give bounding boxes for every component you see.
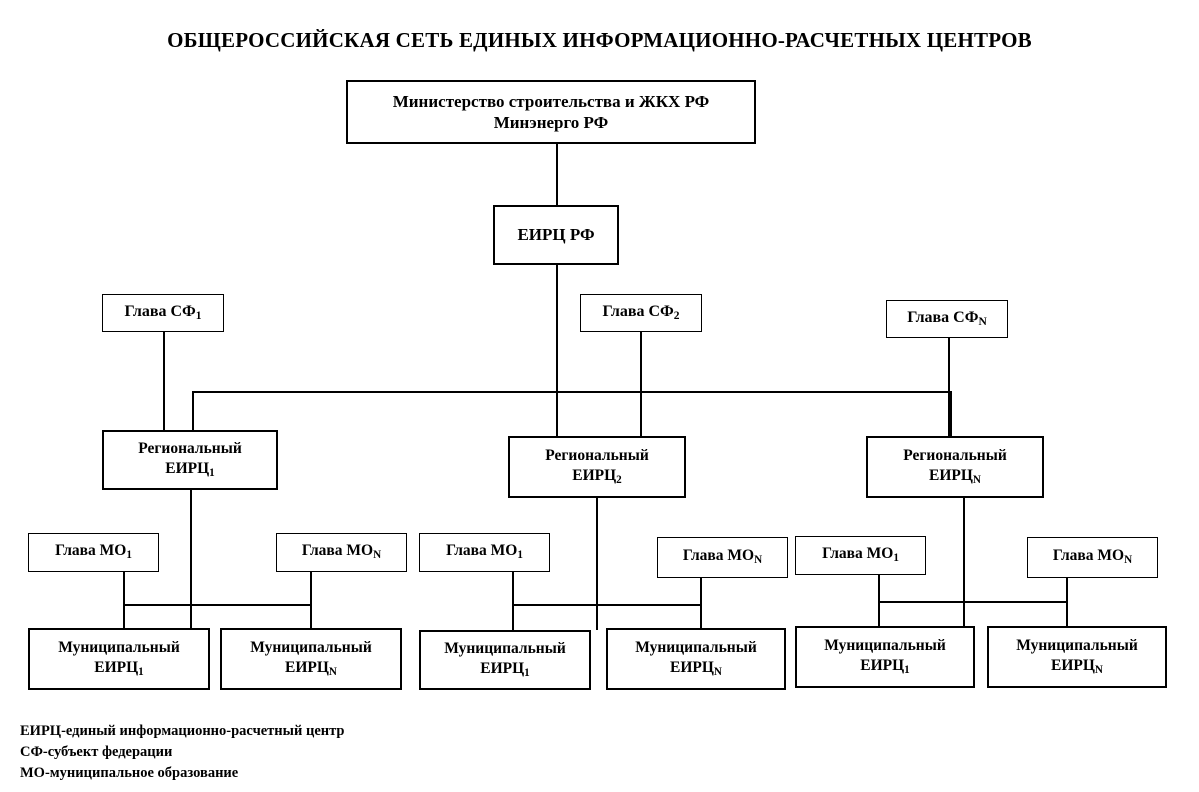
legend-line-eirc: ЕИРЦ-единый информационно-расчетный центр: [20, 723, 345, 739]
node-head-mo-a1-label: Глава МО: [55, 542, 127, 560]
legend-line-mo: МО-муниципальное образование: [20, 765, 239, 781]
node-regional-eirc-2-line2: ЕИРЦ: [572, 466, 617, 484]
connector-head-mo-c1-to-mun: [878, 601, 880, 629]
node-municipal-eirc-cn-index: N: [1094, 663, 1103, 676]
node-head-mo-c1-label: Глава МО: [822, 545, 894, 563]
connector-bus-to-regional-n: [950, 391, 952, 436]
connector-bus-to-regional-1: [192, 391, 194, 430]
node-head-mo-c1-index: 1: [893, 552, 899, 565]
node-head-mo-a1-index: 1: [126, 549, 132, 562]
node-municipal-eirc-b1[interactable]: [419, 630, 591, 690]
node-municipal-eirc-cn[interactable]: [987, 626, 1167, 688]
node-ministry-line1: Министерство строительства и ЖКХ РФ: [392, 91, 710, 111]
node-head-sf-1-index: 1: [195, 310, 202, 323]
node-regional-eirc-1-index: 1: [209, 466, 215, 479]
node-ministry[interactable]: [346, 80, 756, 144]
node-head-sf-1[interactable]: [102, 294, 224, 332]
node-regional-eirc-n-line2: ЕИРЦ: [929, 466, 973, 484]
connector-ministry-to-eirc-rf: [556, 144, 558, 205]
node-head-mo-b1-label: Глава МО: [446, 542, 518, 560]
node-head-mo-cn-label: Глава МО: [1052, 547, 1125, 565]
node-regional-eirc-1-line1: Региональный: [138, 440, 242, 458]
node-municipal-eirc-an[interactable]: [220, 628, 402, 690]
connector-municipal-bus-2: [512, 604, 700, 606]
node-regional-eirc-n[interactable]: [866, 436, 1044, 498]
connector-head-mo-c1-down: [878, 572, 880, 604]
node-municipal-eirc-bn-index: N: [713, 665, 722, 678]
node-municipal-eirc-c1-line1: Муниципальный: [824, 637, 946, 655]
node-municipal-eirc-a1-line2: ЕИРЦ: [94, 658, 139, 676]
node-municipal-eirc-bn-line1: Муниципальный: [635, 639, 757, 657]
connector-head-mo-b1-to-mun: [512, 604, 514, 632]
connector-head-mo-b1-down: [512, 572, 514, 606]
node-regional-eirc-1-line2: ЕИРЦ: [165, 459, 210, 477]
connector-regional2-down: [596, 498, 598, 630]
connector-regional1-down: [190, 490, 192, 636]
node-regional-eirc-2-index: 2: [616, 473, 622, 486]
node-head-mo-an-index: N: [373, 549, 382, 562]
connector-head-mo-bn-down: [700, 578, 702, 606]
connector-head-sf1-to-regional1: [163, 332, 165, 430]
node-head-sf-2[interactable]: [580, 294, 702, 332]
node-head-mo-bn-index: N: [754, 554, 763, 567]
node-ministry-line2: Минэнерго РФ: [493, 113, 609, 132]
node-head-mo-c1[interactable]: [795, 536, 926, 575]
node-regional-eirc-n-index: N: [972, 473, 981, 486]
node-head-mo-cn-index: N: [1124, 554, 1133, 567]
node-head-sf-1-label: Глава СФ: [124, 303, 196, 321]
node-eirc-rf[interactable]: [493, 205, 619, 265]
node-municipal-eirc-bn[interactable]: [606, 628, 786, 690]
node-head-mo-cn[interactable]: [1027, 537, 1158, 578]
connector-head-mo-an-down: [310, 572, 312, 606]
connector-head-mo-a1-down: [123, 572, 125, 606]
node-municipal-eirc-an-line1: Муниципальный: [250, 639, 372, 657]
node-head-sf-n-index: N: [978, 316, 987, 329]
connector-municipal-bus-n: [878, 601, 1066, 603]
node-municipal-eirc-b1-line2: ЕИРЦ: [480, 659, 525, 677]
node-municipal-eirc-b1-line1: Муниципальный: [444, 640, 566, 658]
node-head-mo-bn-label: Глава МО: [682, 547, 755, 565]
connector-head-sfn-to-regionaln: [948, 338, 950, 436]
node-regional-eirc-n-line1: Региональный: [903, 447, 1007, 465]
node-regional-eirc-1[interactable]: [102, 430, 278, 490]
node-municipal-eirc-c1-line2: ЕИРЦ: [860, 656, 905, 674]
node-municipal-eirc-a1[interactable]: [28, 628, 210, 690]
node-head-mo-b1-index: 1: [517, 549, 523, 562]
node-head-sf-2-label: Глава СФ: [602, 303, 674, 321]
node-municipal-eirc-b1-index: 1: [524, 666, 530, 679]
node-municipal-eirc-an-index: N: [328, 665, 337, 678]
connector-municipal-bus-1: [123, 604, 311, 606]
node-regional-eirc-2-line1: Региональный: [545, 447, 649, 465]
node-municipal-eirc-a1-index: 1: [138, 665, 144, 678]
node-head-sf-n-label: Глава СФ: [907, 309, 979, 327]
node-municipal-eirc-a1-line1: Муниципальный: [58, 639, 180, 657]
page-title: ОБЩЕРОССИЙСКАЯ СЕТЬ ЕДИНЫХ ИНФОРМАЦИОННО-РАСЧЕТНЫХ ЦЕНТРОВ: [167, 28, 1032, 52]
node-head-mo-an[interactable]: [276, 533, 407, 572]
node-municipal-eirc-c1-index: 1: [904, 663, 910, 676]
connector-regional-bus: [192, 391, 952, 393]
node-municipal-eirc-cn-line2: ЕИРЦ: [1051, 656, 1095, 674]
node-head-sf-n[interactable]: [886, 300, 1008, 338]
legend-line-sf: СФ-субъект федерации: [20, 744, 173, 760]
node-head-sf-2-index: 2: [673, 310, 680, 323]
connector-head-mo-cn-to-mun: [1066, 601, 1068, 629]
node-municipal-eirc-an-line2: ЕИРЦ: [285, 658, 329, 676]
node-municipal-eirc-c1[interactable]: [795, 626, 975, 688]
node-head-mo-bn[interactable]: [657, 537, 788, 578]
node-head-mo-b1[interactable]: [419, 533, 550, 572]
connector-head-sf2-to-regional2: [640, 332, 642, 436]
node-head-mo-an-label: Глава МО: [301, 542, 374, 560]
node-regional-eirc-2[interactable]: [508, 436, 686, 498]
node-head-mo-a1[interactable]: [28, 533, 159, 572]
connector-regionaln-down: [963, 498, 965, 630]
node-eirc-rf-label: ЕИРЦ РФ: [517, 225, 595, 245]
node-municipal-eirc-bn-line2: ЕИРЦ: [670, 658, 714, 676]
node-municipal-eirc-cn-line1: Муниципальный: [1016, 637, 1138, 655]
